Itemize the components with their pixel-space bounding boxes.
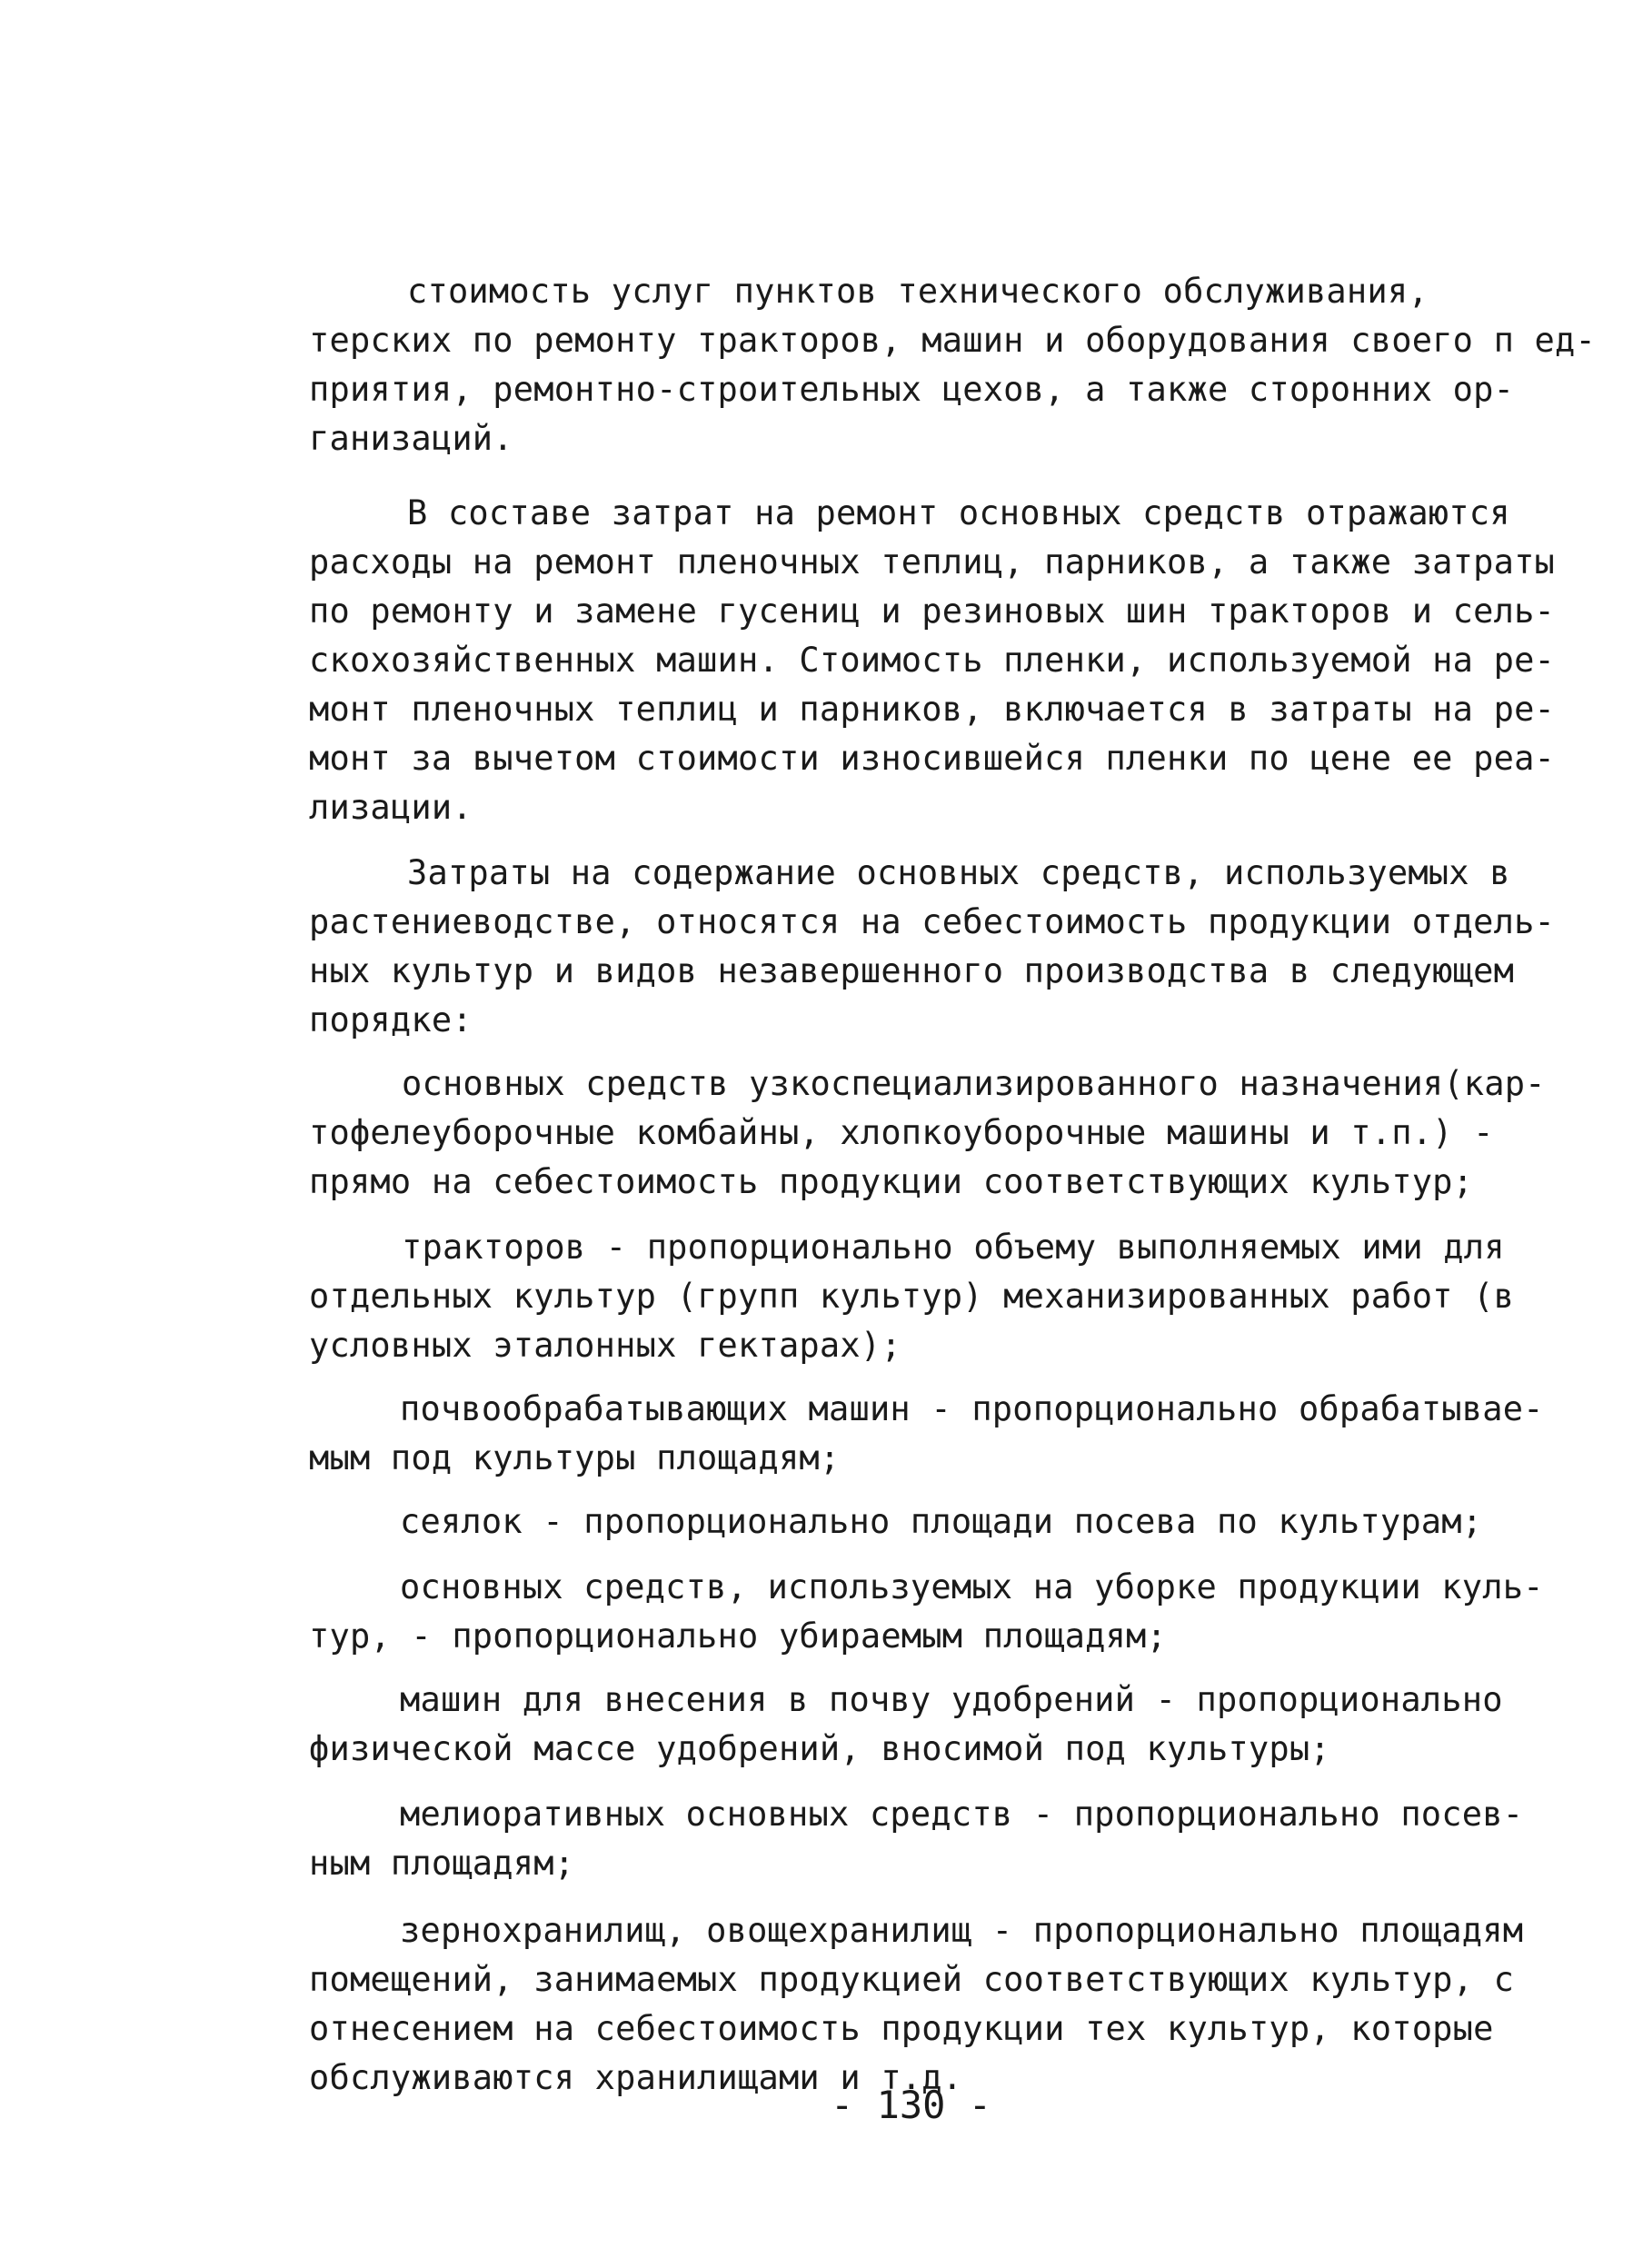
- text-line: отнесением на себестоимость продукции тех культур, которые: [309, 2009, 1494, 2048]
- text-line: тофелеуборочные комбайны, хлопкоуборочные машины и т.п.) -: [309, 1113, 1494, 1152]
- text-line: терских по ремонту тракторов, машин и оборудования своего п ед-: [309, 321, 1596, 360]
- text-line: мелиоративных основных средств - пропорционально посев-: [400, 1795, 1524, 1834]
- text-line: отдельных культур (групп культур) механизированных работ (в: [309, 1277, 1515, 1316]
- text-line: по ремонту и замене гусениц и резиновых шин тракторов и сель-: [309, 592, 1556, 631]
- text-line: тракторов - пропорционально объему выполняемых ими для: [402, 1228, 1505, 1267]
- text-line: физической массе удобрений, вносимой под культуры;: [309, 1729, 1330, 1768]
- text-line: приятия, ремонтно-строительных цехов, а также сторонних ор-: [309, 370, 1515, 409]
- page-number: - 130 -: [831, 2083, 992, 2127]
- text-line: порядке:: [309, 1000, 473, 1040]
- text-line: мым под культуры площадям;: [309, 1438, 841, 1477]
- text-line: прямо на себестоимость продукции соответствующих культур;: [309, 1162, 1474, 1201]
- text-line: монт пленочных теплиц и парников, включается в затраты на ре-: [309, 690, 1556, 729]
- text-line: В составе затрат на ремонт основных средств отражаются: [407, 493, 1510, 532]
- text-line: основных средств, используемых на уборке продукции куль-: [400, 1567, 1544, 1606]
- text-line: расходы на ремонт пленочных теплиц, парников, а также затраты: [309, 542, 1556, 582]
- text-line: машин для внесения в почву удобрений - пропорционально: [400, 1680, 1503, 1719]
- text-line: растениеводстве, относятся на себестоимость продукции отдель-: [309, 902, 1556, 941]
- text-line: ганизаций.: [309, 419, 513, 458]
- text-line: ных культур и видов незавершенного производства в следующем: [309, 951, 1515, 990]
- text-line: Затраты на содержание основных средств, используемых в: [407, 853, 1510, 892]
- text-line: основных средств узкоспециализированного назначения(кар-: [402, 1064, 1546, 1103]
- text-line: лизации.: [309, 788, 473, 827]
- text-line: монт за вычетом стоимости износившейся пленки по цене ее реа-: [309, 739, 1556, 778]
- text-line: помещений, занимаемых продукцией соответствующих культур, с: [309, 1960, 1515, 1999]
- text-line: сеялок - пропорционально площади посева по культурам;: [400, 1502, 1483, 1541]
- text-line: скохозяйственных машин. Стоимость пленки, используемой на ре-: [309, 641, 1556, 680]
- text-line: тур, - пропорционально убираемым площадям;: [309, 1616, 1167, 1656]
- text-line: ным площадям;: [309, 1844, 575, 1883]
- text-line: стоимость услуг пунктов технического обслуживания,: [407, 272, 1429, 311]
- text-line: обслуживаются хранилищами и т.д.: [309, 2058, 963, 2097]
- text-line: условных эталонных гектарах);: [309, 1326, 901, 1365]
- text-line: зернохранилищ, овощехранилищ - пропорционально площадям: [400, 1911, 1524, 1950]
- text-line: почвообрабатывающих машин - пропорционально обрабатывае-: [400, 1389, 1544, 1428]
